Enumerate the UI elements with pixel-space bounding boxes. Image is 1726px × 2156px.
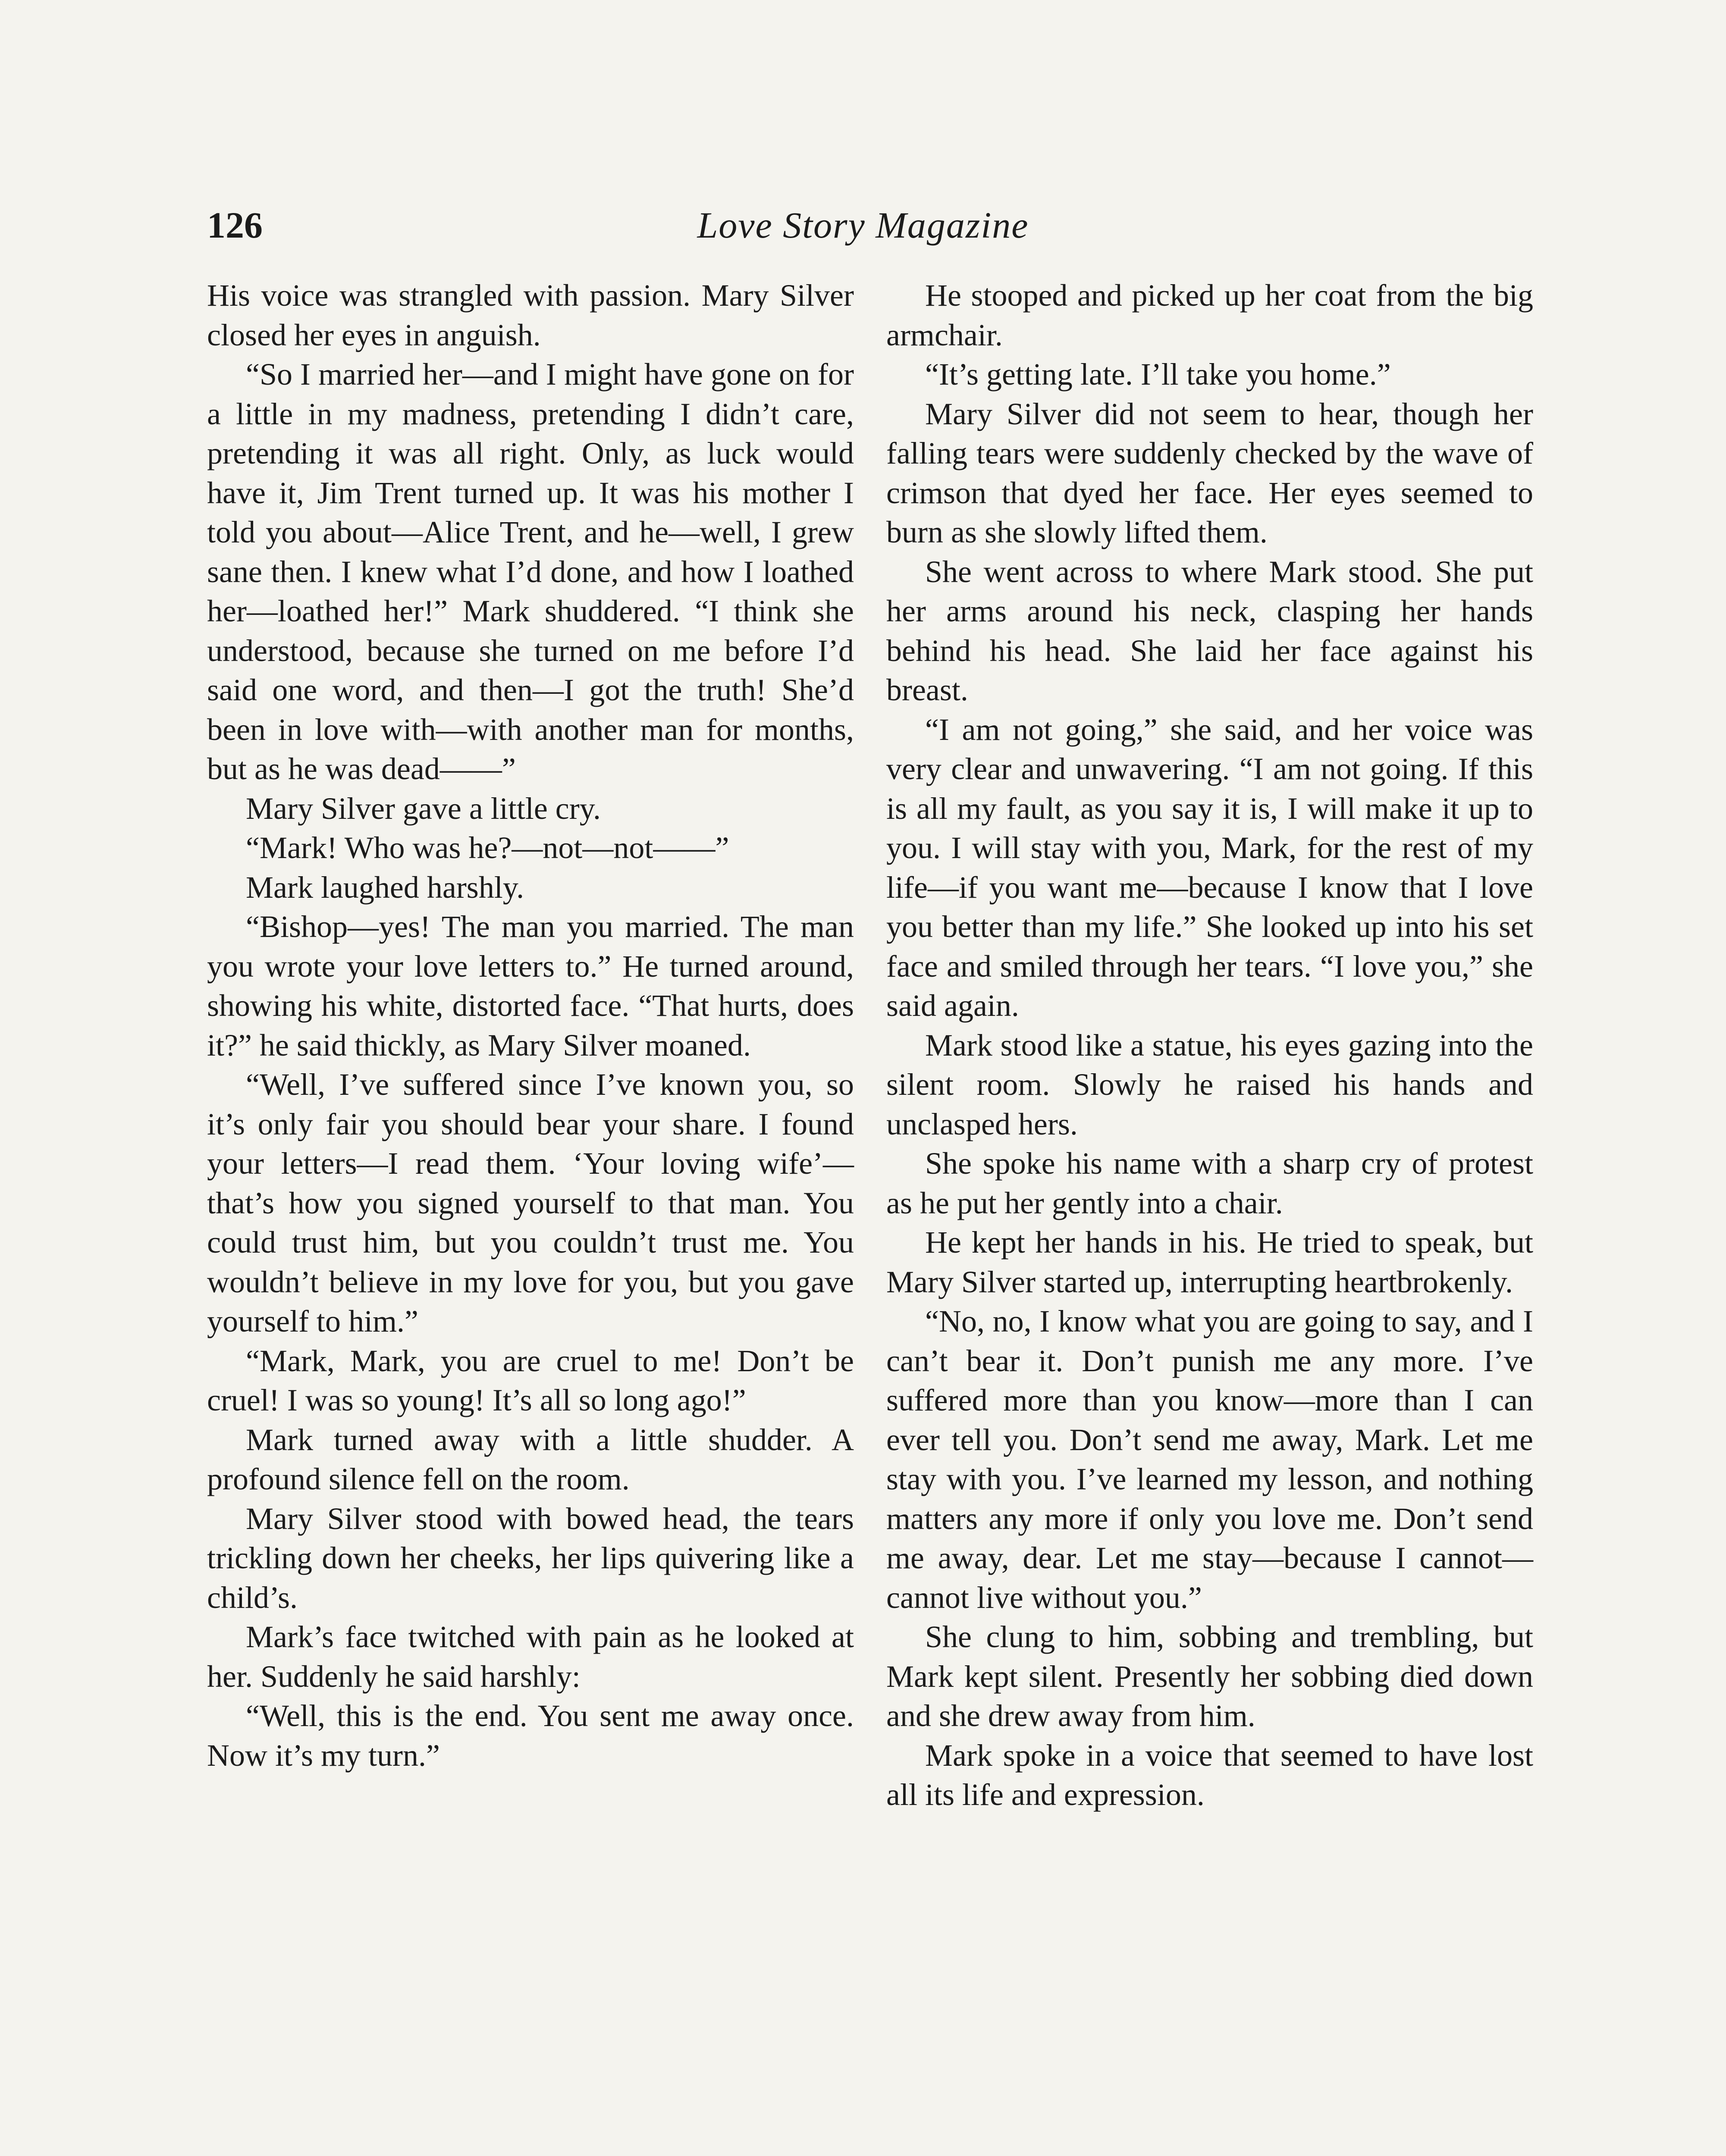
paragraph: “Mark, Mark, you are cruel to me! Don’t be cruel! I was so young! It’s all so long ago!” <box>207 1343 854 1417</box>
paragraph: Mary Silver stood with bowed head, the tears trickling down her cheeks, her lips quivering like a child’s. <box>207 1501 854 1615</box>
paragraph: She spoke his name with a sharp cry of protest as he put her gently into a chair. <box>886 1146 1533 1220</box>
paragraph: “No, no, I know what you are going to say, and I can’t bear it. Don’t punish me any more. I’ve suffered more than you know—more than I can ever tell you. Don’t send me away, Mark. Let me stay with you. I’ve learned my lesson, and nothing matters any more if only you love me. Don’t send me away, dear. Let me stay—because I cannot—cannot live without you.” <box>886 1304 1533 1615</box>
right-column <box>886 276 1533 1815</box>
left-column <box>207 276 854 1775</box>
paragraph: Mark stood like a statue, his eyes gazing into the silent room. Slowly he raised his hands and unclasped hers. <box>886 1028 1533 1141</box>
paragraph: She went across to where Mark stood. She put her arms around his neck, clasping her hands behind his head. She laid her face against his breast. <box>886 554 1533 707</box>
paragraph: “Well, I’ve suffered since I’ve known you, so it’s only fair you should bear your share. I found your letters—I read them. ‘Your loving wife’—that’s how you signed yourself to that man. You could trust him, but you couldn’t trust me. You wouldn’t believe in my love for you, but you gave yourself to him.” <box>207 1067 854 1338</box>
paragraph: Mark’s face twitched with pain as he looked at her. Suddenly he said harshly: <box>207 1620 854 1694</box>
paragraph: He stooped and picked up her coat from the big armchair. <box>886 278 1533 352</box>
paragraph: She clung to him, sobbing and trembling, but Mark kept silent. Presently her sobbing died down and she drew away from him. <box>886 1620 1533 1733</box>
paragraph: Mary Silver did not seem to hear, though her falling tears were suddenly checked by the wave of crimson that dyed her face. Her eyes seemed to burn as she slowly lifted them. <box>886 396 1533 549</box>
paragraph: “Well, this is the end. You sent me away once. Now it’s my turn.” <box>207 1698 854 1773</box>
paragraph: Mark laughed harshly. <box>246 870 524 905</box>
magazine-title: Love Story Magazine <box>697 204 1029 246</box>
paragraph: “So I married her—and I might have gone on for a little in my madness, pretending I didn’t care, pretending it was all right. Only, as luck would have it, Jim Trent turned up. It was his mother I told you about—Alice Trent, and he—well, I grew sane then. I knew what I’d done, and how I loathed her—loathed her!” Mark shuddered. “I think she understood, because she turned on me before I’d said one word, and then—I got the truth! She’d been in love with—with another man for months, but as he was dead——” <box>207 357 854 786</box>
paragraph: “Bishop—yes! The man you married. The man you wrote your love letters to.” He turned around, showing his white, distorted face. “That hurts, does it?” he said thickly, as Mary Silver moaned. <box>207 909 854 1062</box>
paragraph: Mark spoke in a voice that seemed to have lost all its life and expression. <box>886 1738 1533 1812</box>
paragraph: Mary Silver gave a little cry. <box>246 791 601 826</box>
paragraph: His voice was strangled with passion. Mary Silver closed her eyes in anguish. <box>207 278 854 352</box>
paragraph: “Mark! Who was he?—not—not——” <box>246 830 729 865</box>
paragraph: He kept her hands in his. He tried to speak, but Mary Silver started up, interrupting heartbrokenly. <box>886 1225 1533 1299</box>
paragraph: Mark turned away with a little shudder. A profound silence fell on the room. <box>207 1422 854 1496</box>
page-number: 126 <box>207 204 263 246</box>
paragraph: “It’s getting late. I’ll take you home.” <box>925 357 1391 392</box>
page-header <box>207 199 1519 251</box>
paragraph: “I am not going,” she said, and her voice was very clear and unwavering. “I am not going. If this is all my fault, as you say it is, I will make it up to you. I will stay with you, Mark, for the rest of my life—if you want me—because I know that I love you better than my life.” She looked up into his set face and smiled through her tears. “I love you,” she said again. <box>886 712 1533 1023</box>
